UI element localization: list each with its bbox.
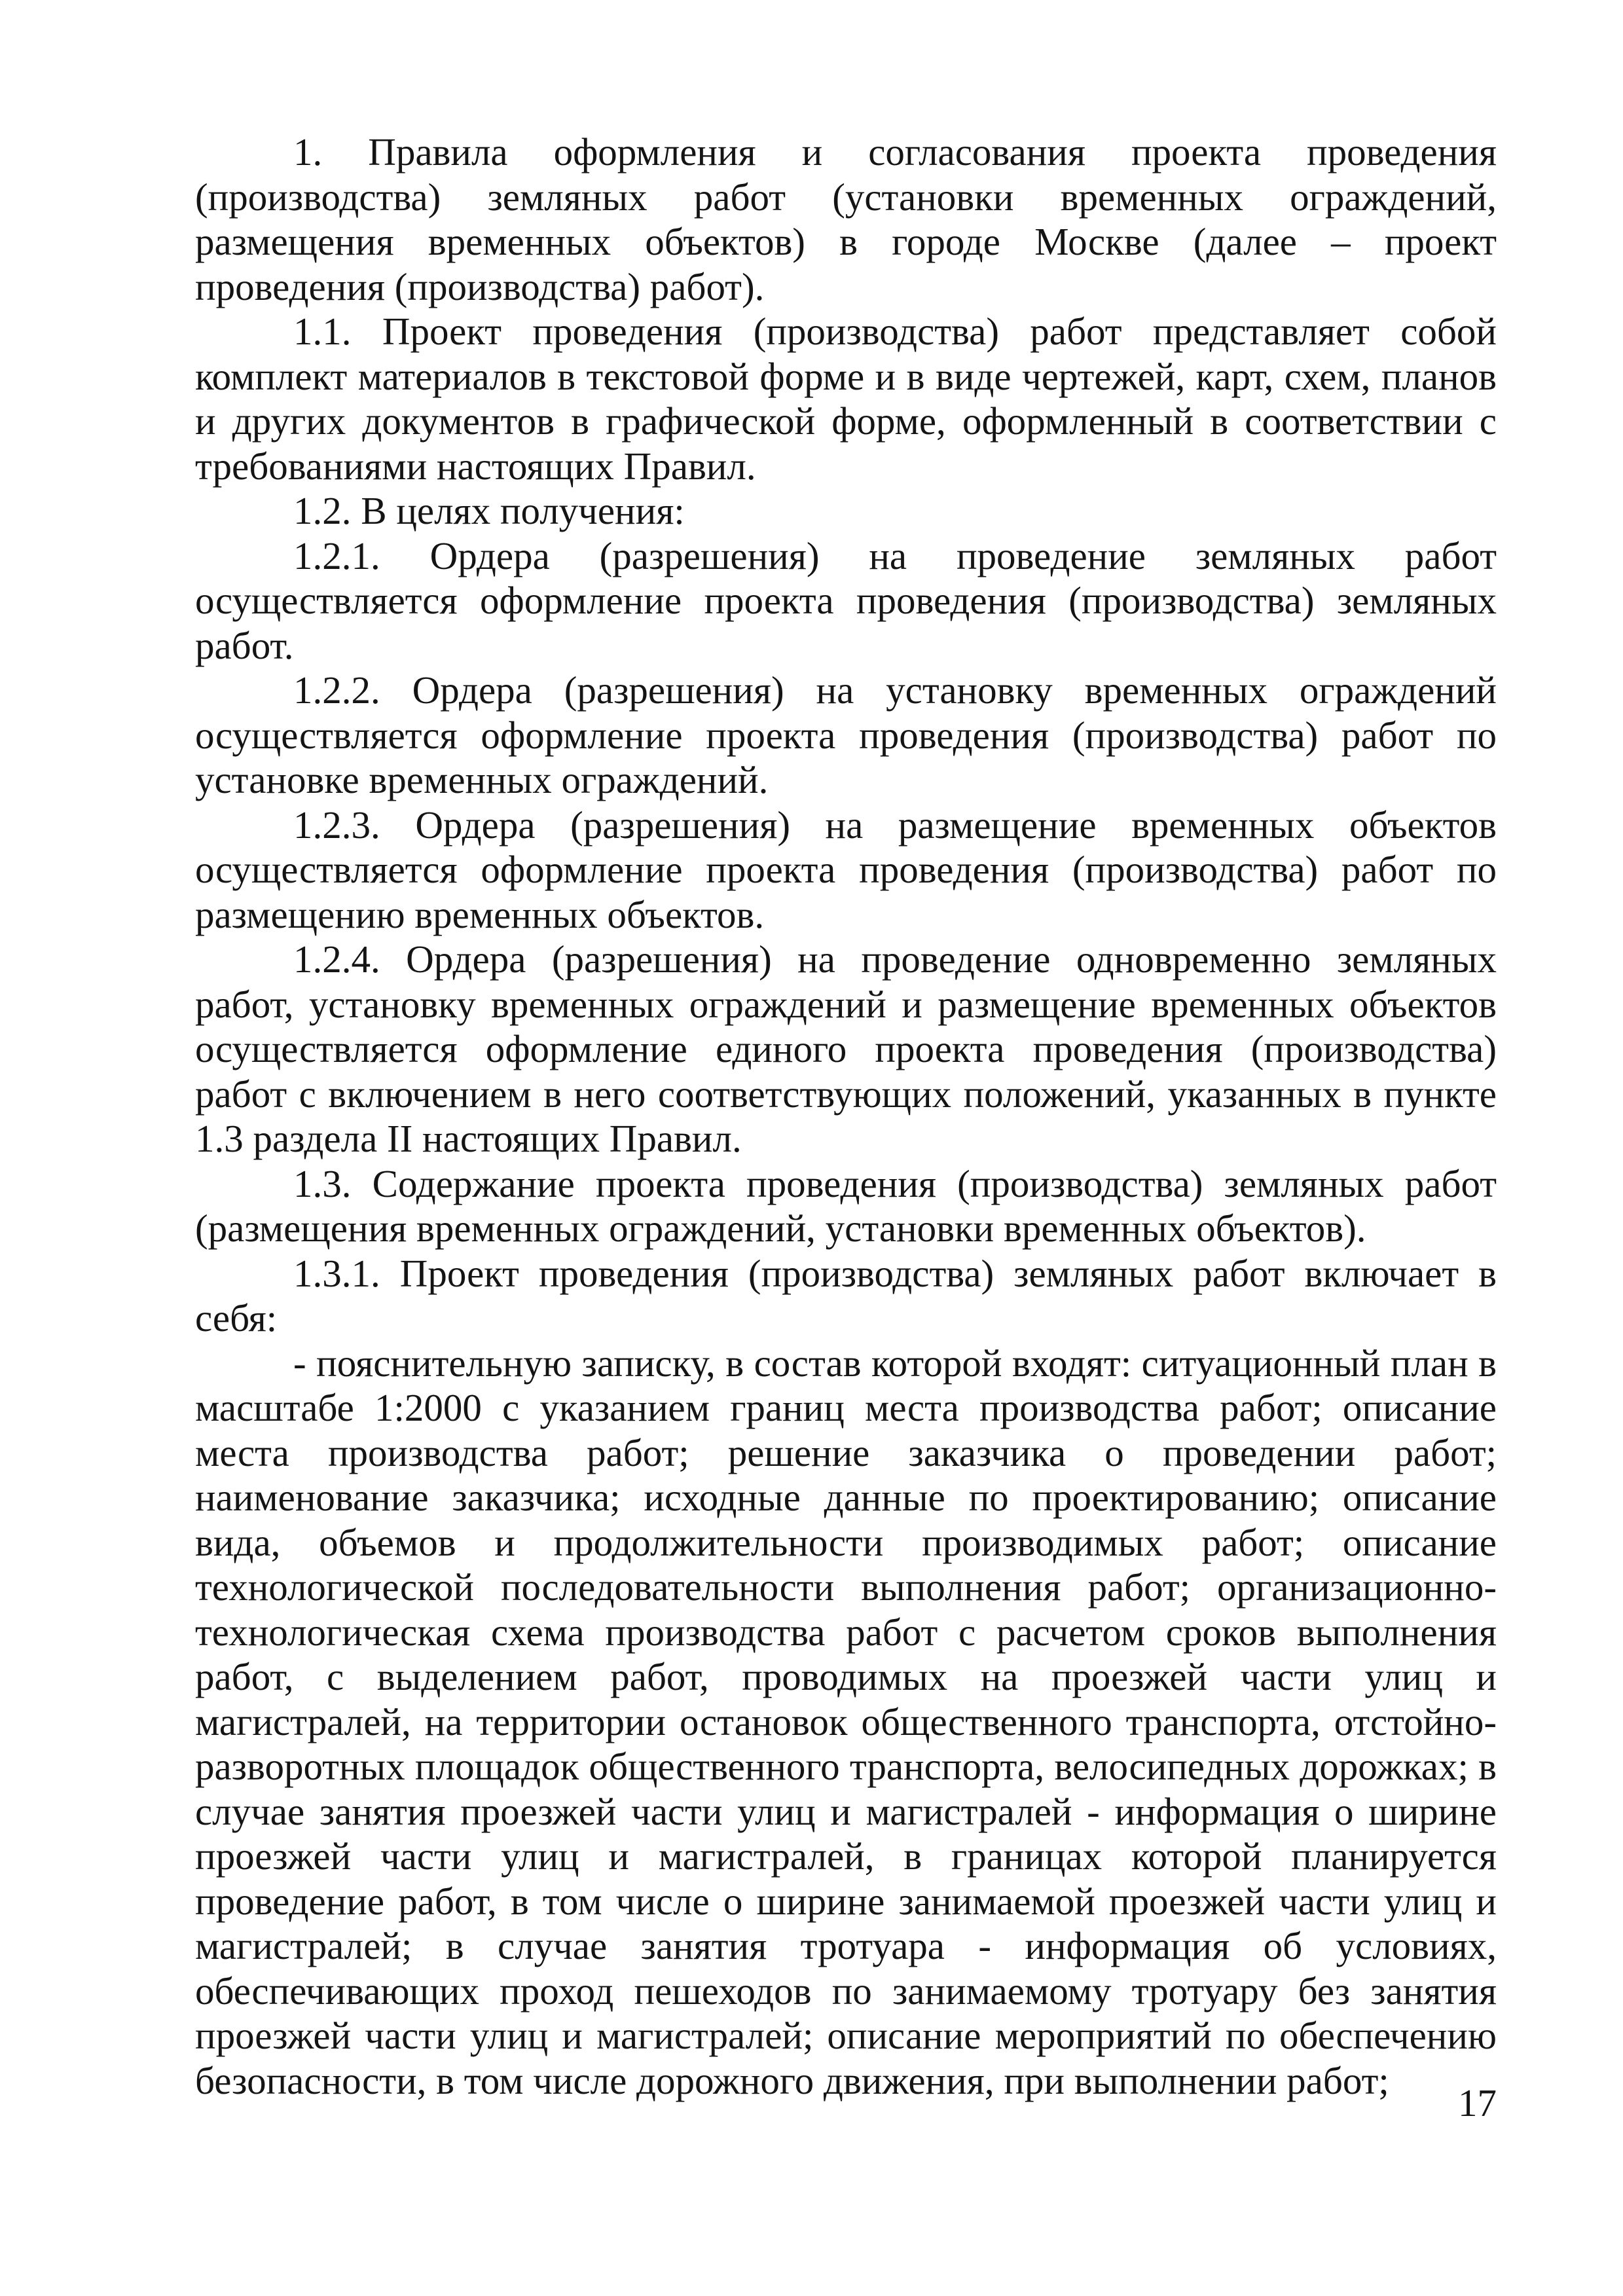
paragraph-1-3-1: 1.3.1. Проект проведения (производства) земляных работ включает в себя: bbox=[195, 1251, 1497, 1339]
paragraph-1-2-4: 1.2.4. Ордера (разрешения) на проведение одновременно земляных работ, установку временных ограждений и размещение временных объектов осуществляется оформление единого проекта проведения (производства) работ с включением в него соответствующих положений, указанных в пункте 1.3 раздела II настоящих Правил. bbox=[195, 938, 1497, 1160]
paragraph-1: 1. Правила оформления и согласования проекта проведения (производства) земляных работ (установки временных ограждений, размещения временных объектов) в городе Москве (далее – проект проведения (производства) работ). bbox=[195, 130, 1497, 308]
paragraph-explanatory-note: - пояснительную записку, в состав которой входят: ситуационный план в масштабе 1:2000 с указанием границ места производства работ; описание места производства работ; решение заказчика о проведении работ; наименование заказчика; исходные данные по проектированию; описание вида, объемов и продолжительности производимых работ; описание технологической последовательности выполнения работ; организационно-технологическая схема производства работ с расчетом сроков выполнения работ, с выделением работ, проводимых на проезжей части улиц и магистралей, на территории остановок общественного транспорта, отстойно-разворотных площадок общественного транспорта, велосипедных дорожках; в случае занятия проезжей части улиц и магистралей - информация о ширине проезжей части улиц и магистралей, в границах которой планируется проведение работ, в том числе о ширине занимаемой проезжей части улиц и магистралей; в случае занятия тротуара - информация об условиях, обеспечивающих проход пешеходов по занимаемому тротуару без занятия проезжей части улиц и магистралей; описание мероприятий по обеспечению безопасности, в том числе дорожного движения, при выполнении работ; bbox=[195, 1341, 1497, 2102]
paragraph-1-1: 1.1. Проект проведения (производства) работ представляет собой комплект материалов в текстовой форме и в виде чертежей, карт, схем, планов и других документов в графической форме, оформленный в соответствии с требованиями настоящих Правил. bbox=[195, 310, 1497, 488]
paragraph-1-2-1: 1.2.1. Ордера (разрешения) на проведение земляных работ осуществляется оформление проекта проведения (производства) земляных работ. bbox=[195, 534, 1497, 667]
document-body bbox=[195, 130, 1497, 2103]
paragraph-1-2: 1.2. В целях получения: bbox=[293, 489, 685, 532]
paragraph-1-2-3: 1.2.3. Ордера (разрешения) на размещение временных объектов осуществляется оформление проекта проведения (производства) работ по размещению временных объектов. bbox=[195, 803, 1497, 936]
page-number: 17 bbox=[1458, 2081, 1497, 2124]
paragraph-1-2-2: 1.2.2. Ордера (разрешения) на установку временных ограждений осуществляется оформление проекта проведения (производства) работ по установке временных ограждений. bbox=[195, 668, 1497, 801]
paragraph-1-3: 1.3. Содержание проекта проведения (производства) земляных работ (размещения временных ограждений, установки временных объектов). bbox=[195, 1161, 1497, 1250]
